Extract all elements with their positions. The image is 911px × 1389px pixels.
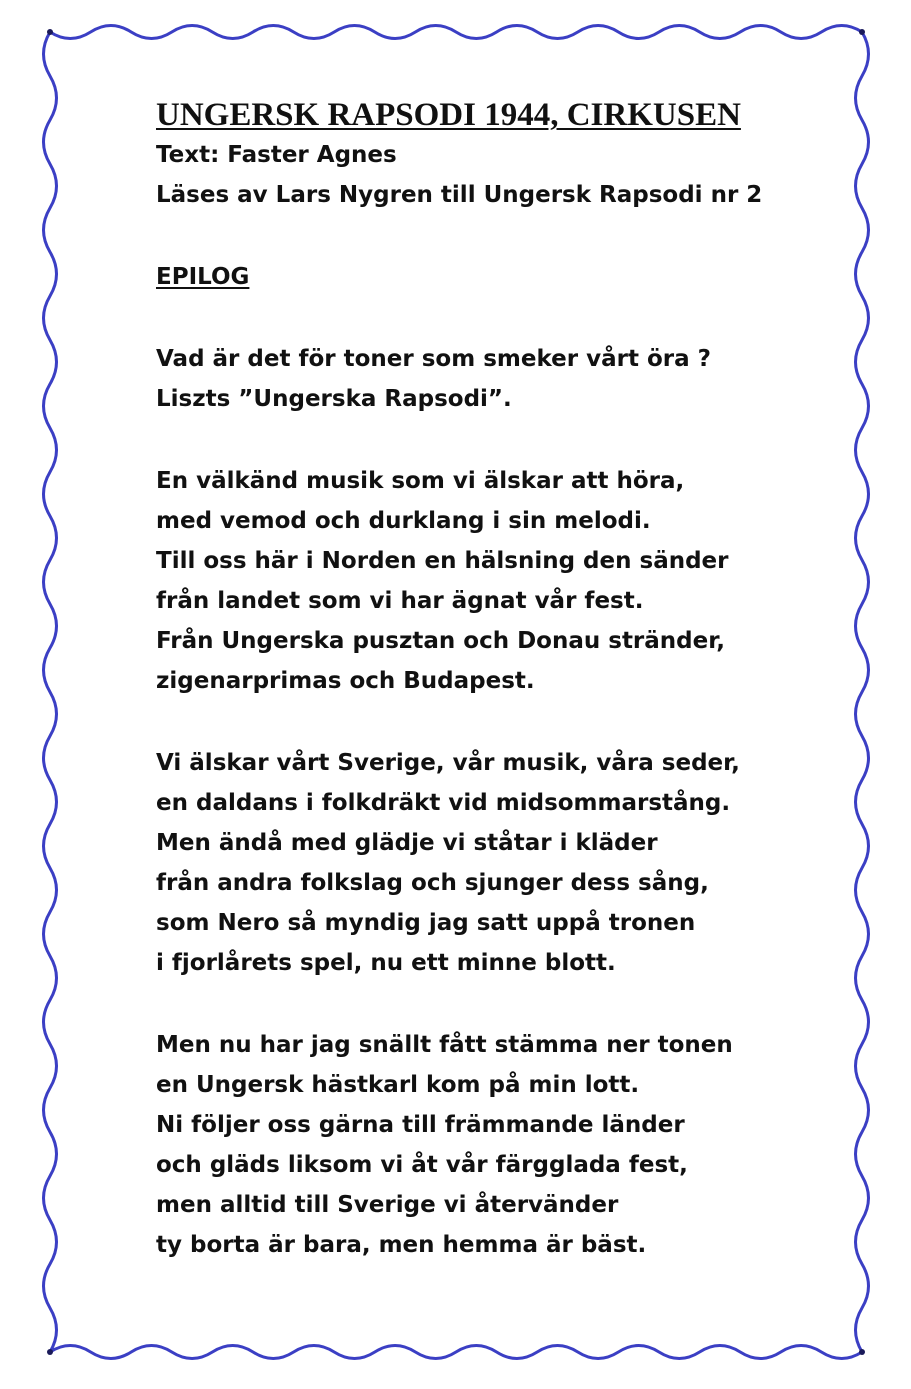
poem-line: och gläds liksom vi åt vår färgglada fest, [156, 1152, 688, 1178]
reader-line: Läses av Lars Nygren till Ungersk Rapsodi nr 2 [156, 182, 763, 208]
spacer [156, 297, 836, 339]
poem-line: Men nu har jag snällt fått stämma ner tonen [156, 1032, 733, 1058]
poem-line: som Nero så myndig jag satt uppå tronen [156, 910, 696, 936]
poem-line: zigenarprimas och Budapest. [156, 668, 535, 694]
poem-line: ty borta är bara, men hemma är bäst. [156, 1232, 647, 1258]
poem-stanzas [156, 339, 836, 1265]
poem-line: Vad är det för toner som smeker vårt öra ? [156, 346, 711, 372]
poem-line: från andra folkslag och sjunger dess sång, [156, 870, 709, 896]
corner-mark [47, 29, 53, 35]
poem-line: Från Ungerska pusztan och Donau stränder, [156, 628, 725, 654]
spacer [156, 215, 836, 257]
section-heading: EPILOG [156, 264, 250, 290]
poem-line: i fjorlårets spel, nu ett minne blott. [156, 950, 616, 976]
poem-line: Ni följer oss gärna till främmande länder [156, 1112, 685, 1138]
poem-line: Men ändå med glädje vi ståtar i kläder [156, 830, 658, 856]
poem-line: Vi älskar vårt Sverige, vår musik, våra seder, [156, 750, 740, 776]
poem-line: en daldans i folkdräkt vid midsommarstång. [156, 790, 731, 816]
poem-line: En välkänd musik som vi älskar att höra, [156, 468, 685, 494]
corner-mark [47, 1349, 53, 1355]
poem-line: Liszts ”Ungerska Rapsodi”. [156, 386, 512, 412]
poem-line: men alltid till Sverige vi återvänder [156, 1192, 619, 1218]
corner-mark [859, 29, 865, 35]
poem-line: Till oss här i Norden en hälsning den sänder [156, 548, 729, 574]
corner-mark [859, 1349, 865, 1355]
stanza [156, 743, 836, 983]
stanza [156, 339, 836, 419]
poem-line: från landet som vi har ägnat vår fest. [156, 588, 644, 614]
author-line: Text: Faster Agnes [156, 142, 397, 168]
poem-document [156, 95, 836, 1265]
stanza [156, 1025, 836, 1265]
poem-line: med vemod och durklang i sin melodi. [156, 508, 651, 534]
stanza [156, 461, 836, 701]
poem-line: en Ungersk hästkarl kom på min lott. [156, 1072, 640, 1098]
document-title: UNGERSK RAPSODI 1944, CIRKUSEN [156, 97, 741, 133]
